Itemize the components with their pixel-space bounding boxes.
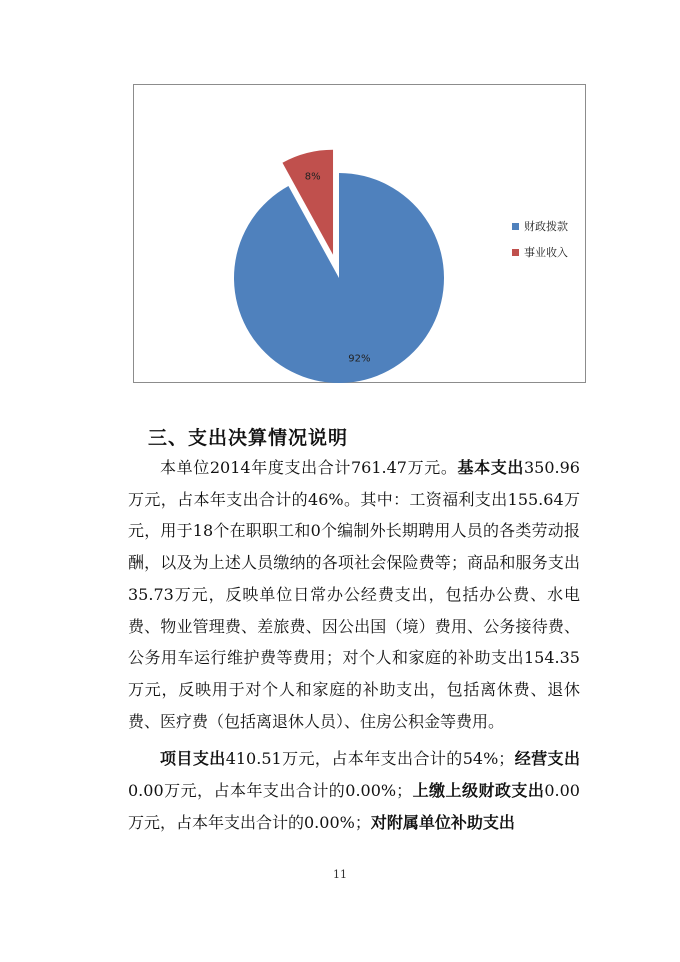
paragraph-project-expenditure <box>128 743 580 838</box>
p2-bold-project: 项目支出 <box>160 749 226 769</box>
pie-slice-0 <box>234 173 444 383</box>
pie-chart <box>133 84 586 383</box>
chart-legend <box>512 213 568 265</box>
p2-text-2: 0.00万元，占本年支出合计的0.00%； <box>128 781 413 801</box>
p2-bold-upper-finance: 上缴上级财政支出 <box>412 781 545 801</box>
p2-bold-subsidiary: 对附属单位补助支出 <box>370 812 515 832</box>
p1-text-2: 350.96万元，占本年支出合计的46%。其中：工资福利支出155.64万元，用于18个在职职工和0个编制外长期聘用人员的各类劳动报酬，以及为上述人员缴纳的各项社会保险费等；商品和服务支出35.73万元，反映单位日常办公经费支出，包括办公费、水电费、物业管理费、差旅费、因公出国（境）费用、公务接待费、公务用车运行维护费等费用；对个人和家庭的补助支出154.35万元，反映用于对个人和家庭的补助支出，包括离休费、退休费、医疗费（包括离退休人员）、住房公积金等费用。 <box>128 458 580 731</box>
pie-data-label-0: 92% <box>348 353 371 365</box>
p2-bold-operating: 经营支出 <box>514 749 580 769</box>
p2-text-1: 410.51万元，占本年支出合计的54%； <box>225 749 515 769</box>
section-heading: 三、支出决算情况说明 <box>148 427 349 449</box>
legend-swatch-shiye <box>512 249 519 256</box>
p1-text-1: 本单位2014年度支出合计761.47万元。 <box>160 458 458 477</box>
legend-item-caizheng <box>512 213 568 239</box>
body-text <box>128 452 580 838</box>
legend-label-caizheng: 财政拨款 <box>524 220 568 233</box>
page-number: 11 <box>333 868 347 881</box>
pie-data-label-1: 8% <box>304 171 321 183</box>
legend-label-shiye: 事业收入 <box>524 246 568 259</box>
legend-swatch-caizheng <box>512 223 519 230</box>
p2-text-3: 0.00万元，占本年支出合计的0.00%； <box>128 781 580 832</box>
p1-bold-basic: 基本支出 <box>457 458 524 477</box>
legend-item-shiye <box>512 239 568 265</box>
paragraph-basic-expenditure <box>128 452 580 737</box>
